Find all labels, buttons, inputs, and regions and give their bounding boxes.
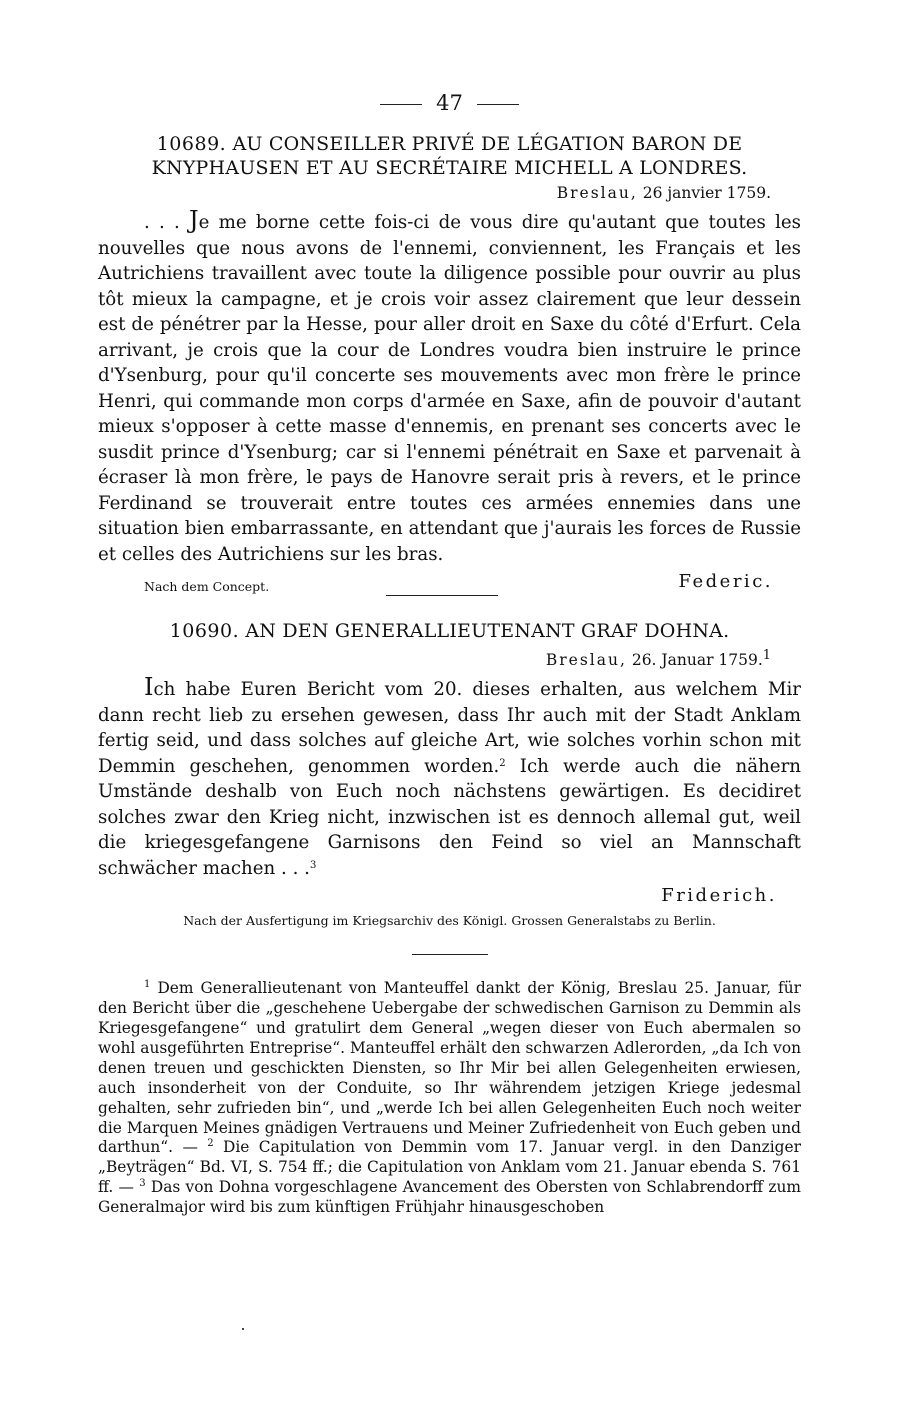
letter-paragraph — [98, 675, 801, 881]
letter-number: 10689. — [156, 133, 227, 155]
initial-letter: J — [189, 206, 199, 234]
signature-row — [98, 885, 801, 911]
signature: Friderich. — [661, 885, 777, 907]
footnote-text: Die Capitulation von Demmin vom 17. Januar vergl. in den Danziger „Beyträgen“ Bd. VI, S. 754 ff.; die Capitulation von Anklam vom 21. Januar ebenda S. 761 ff. — — [98, 1138, 801, 1197]
signature: Federic. — [678, 571, 773, 592]
letter-place: Breslau, — [556, 184, 638, 202]
letter-divider — [386, 595, 498, 596]
book-page — [98, 88, 801, 1218]
letter-body-10690 — [98, 675, 801, 881]
initial-letter: I — [144, 673, 154, 702]
letter-paragraph — [98, 208, 801, 567]
footnote-mark: 2 — [207, 1138, 214, 1150]
letter-date: 26 janvier 1759. — [642, 184, 771, 202]
footnote-ref: 1 — [762, 648, 771, 663]
heading-line-2: KNYPHAUSEN ET AU SECRÉTAIRE MICHELL A LONDRES. — [151, 157, 748, 179]
signature-row — [98, 571, 801, 603]
letter-number: 10690. — [169, 620, 240, 642]
footnotes — [98, 979, 801, 1218]
heading-line: AN DEN GENERALLIEUTENANT GRAF DOHNA. — [245, 620, 730, 642]
letter-text: e me borne cette fois-ci de vous dire qu'autant que toutes les nouvelles que nous avons de l'ennemi, conviennent, les Français et les Autrichiens travaillent avec toute la diligence possible pour ouvrir au plus tôt mieux la campagne, et je crois voir assez clairement que leur dessein est de pénétrer par la Hesse, pour aller droit en Saxe du côté d'Erfurt. Cela arrivant, je crois que la cour de Londres voudra bien instruire le prince d'Ysenburg, pour qu'il concerte ses mouvements avec mon frère le prince Henri, qui commande mon corps d'armée en Saxe, afin de pouvoir d'autant mieux s'opposer à cette masse d'ennemis, en prenant ses concerts avec le susdit prince d'Ysenburg; car si l'ennemi pénétrait en Saxe et parvenait à écraser là mon frère, le pays de Hanovre serait pris à revers, et le prince Ferdinand se trouverait entre toutes ces armées ennemies dans une situation bien embarrassante, en attendant que j'aurais les forces de Russie et celles des Autrichiens sur les bras. — [98, 212, 801, 565]
letter-heading-10690 — [98, 619, 801, 643]
page-header — [98, 88, 801, 118]
footnote-ref: 3 — [309, 859, 317, 871]
print-speck — [242, 1328, 244, 1330]
letter-place: Breslau, — [545, 651, 627, 670]
footnote-mark: 3 — [139, 1178, 146, 1190]
header-dash-left — [380, 104, 422, 105]
source-note: Nach dem Concept. — [144, 579, 270, 594]
header-dash-right — [477, 104, 519, 105]
source-note: Nach der Ausfertigung im Kriegsarchiv des Königl. Grossen Generalstabs zu Berlin. — [183, 913, 716, 929]
letter-heading-10689 — [98, 132, 801, 180]
letter-text: Ich werde auch die nähern Umstände deshalb von Euch noch nächstens gewärtigen. Es decidiret solches zwar den Krieg nicht, inzwischen ist es dennoch allemal gut, weil die kriegesgefangene Garnisons den Feind so viel an Mannschaft schwächer machen . . . — [98, 755, 801, 879]
letter-body-10689 — [98, 208, 801, 567]
footnote-ref: 2 — [499, 757, 506, 769]
footnote-text: Das von Dohna vorgeschlagene Avancement des Obersten von Schlabrendorff zum Generalmajor wird bis zum künftigen Frühjahr hinausgeschoben — [98, 1178, 801, 1217]
footnote-divider — [412, 954, 488, 955]
footnote-paragraph — [98, 979, 801, 1218]
letter-dateline — [98, 645, 801, 671]
opening-ellipsis: . . . — [144, 212, 190, 233]
page-number: 47 — [436, 91, 463, 115]
heading-line-1: AU CONSEILLER PRIVÉ DE LÉGATION BARON DE — [232, 133, 743, 155]
letter-text: ch habe Euren Bericht vom 20. dieses erhalten, aus welchem Mir dann recht lieb zu ersehen gewesen, dass Ihr auch mit der Stadt Anklam fertig seid, und dass solches auf gleiche Art, wie solches vorhin schon mit Demmin geschehen, genommen worden. — [98, 679, 801, 777]
letter-date: 26. Januar 1759. — [631, 651, 763, 670]
footnote-text: Dem Generallieutenant von Manteuffel dankt der König, Breslau 25. Januar, für den Bericht über die „geschehene Uebergabe der schwedischen Garnison zu Demmin als Kriegesgefangene“ und gratulirt dem General „wegen dieser von Euch abermalen so wohl ausgeführten Entreprise“. Manteuffel erhält den schwarzen Adlerorden, „da Ich von denen treuen und geschickten Diensten, so Ihr Mir bei allen Gelegenheiten erwiesen, auch insonderheit von der Conduite, so Ihr währendem jetzigen Kriege jedesmal gehalten, sehr zufrieden bin“, und „werde Ich bei allen Gelegenheiten Euch noch weiter die Marquen Meines gnädigen Vertrauens und Meiner Zufriedenheit von Euch geben und darthun“. — — [98, 979, 801, 1157]
footnote-mark: 1 — [144, 979, 151, 991]
letter-dateline — [98, 182, 801, 204]
